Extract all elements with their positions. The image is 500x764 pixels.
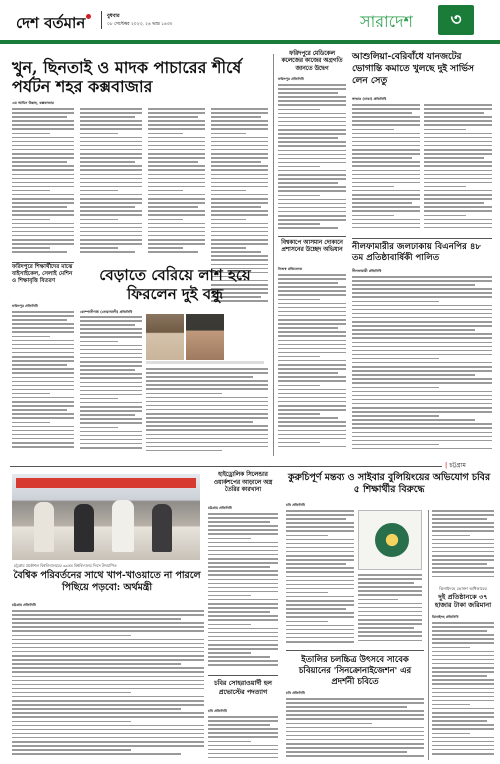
murder-headline: বেড়াতে বেরিয়ে লাশ হয়ে ফিরলেন দুই বন্ধু [99,266,251,303]
header-day: বুধবার [107,13,120,19]
ctg-mid-body-1 [208,513,278,673]
ctg-mid-byline-2: চবি প্রতিনিধি [208,709,227,713]
bnp-headline: নীলফামারীর জলঢাকায় বিএনপির ৪৮ তম প্রতিষ্ঠাবার্ষিকী পালিত [352,242,482,263]
lead-body-col2 [80,108,142,260]
bridge-body-col1 [352,104,420,234]
mid-byline: ফরিদপুর প্রতিনিধি [278,77,304,81]
small-story-body [432,622,494,760]
lead-body-col1 [12,108,74,260]
bnp-divider [352,238,492,239]
small-story-divider [428,510,429,760]
italy-headline: ইতালির চলচ্চিত্র উৎসবে সাবেক চবিয়ানের 'সিনক্রোনাইজেশন' এর প্রদর্শনী চবিতে [298,654,412,686]
bridge-headline: আশুলিয়া-বেরিবাঁধে যানজটের ভোগান্তি কমাতে খুলছে দুই সার্ভিস লেন সেতু [352,52,474,86]
masthead [0,0,500,40]
small-story-byline: ঝিনাইদহ প্রতিনিধি [432,615,459,619]
ctg-mid-headline-2: চবির সোহরাওয়ার্দী হল প্রভোস্টের পদত্যাগ [214,679,272,696]
bridge-body-col2 [424,104,492,234]
ctg-photo-caption: চট্টগ্রাম প্রকৌশল বিশ্ববিদ্যালয়ের ৩৯তম বিশ্ববিদ্যালয় দিবস উদযাপিত [14,563,117,568]
bridge-byline: সাভার (ঢাকা) প্রতিনিধি [352,97,387,101]
ctg-right-body-col1 [286,510,354,646]
university-logo-icon [375,523,409,557]
murder-photo-caption-bar [146,361,264,364]
murder-body-col2 [146,368,268,454]
mid-byline-2: নিজস্ব প্রতিবেদক [278,267,303,271]
bnp-byline: নীলফামারী প্রতিনিধি [352,269,382,273]
ctg-mid-body-2 [208,716,278,760]
mid-headline-2: বিশ্বকাপে আসমান দোকানে প্রশাসনের উচ্ছেদ অভিযান [281,240,343,254]
mid-divider [278,236,346,237]
bnp-body [352,276,492,454]
ctg-photo [12,474,200,560]
ctg-photo-banner [16,478,196,488]
ctg-right-headline: কুরুচিপূর্ণ মন্তব্য ও সাইবার বুলিয়িংয়ের অভিযোগ চবির ৫ শিক্ষার্থীর বিরুদ্ধে [288,472,490,496]
ctg-photo-figure-3 [112,500,134,552]
ctg-mid-headline: হাইড্রোলিক সিলেন্ডার ওয়ার্কশপের আড়ালে অস্ত্র তৈরির কারখানা [213,472,273,494]
header-divider [101,11,102,29]
lead-byline: এম আমিন উল্লাহ, কক্সবাজার [12,101,54,105]
logo-text: দেশ বর্তমান [16,14,86,32]
ctg-photo-figure-2 [74,504,94,552]
sub-left-headline: ফরিদপুরে শিক্ষার্থীদের মাঝে বাইসাইকেল, সেলাই মেশিন ও শিক্ষাবৃত্তি বিতরণ [12,264,73,285]
header-date: ০৮ সেপ্টেম্বর ২০২৩, ২৪ ভাদ্র ১৪৩০ [107,22,173,27]
ctg-divider-rule [10,466,442,467]
ctg-divider-label [445,460,466,471]
mid-column-rule [273,54,274,456]
small-story-headline: দুই প্রতিষ্ঠানকে ৩৭ হাজার টাকা জরিমানা [434,593,492,610]
page-number: ৩ [450,10,462,30]
ctg-label-bar: | [445,462,450,469]
sub-left-body [12,311,74,453]
lead-headline: খুন, ছিনতাই ও মাদক পাচারের শীর্ষে পর্যটন শহর কক্সবাজার [12,58,242,96]
murder-photo-right [186,314,224,360]
murder-photo-left [146,314,184,360]
italy-divider [286,650,424,651]
ctg-photo-figure-4 [152,504,172,552]
italy-byline: চবি প্রতিনিধি [286,691,305,695]
mid-headline: ফরিদপুরে মেডিকেল কলেজের কাজের অগ্রগতি জানতে উদ্বেগ [281,51,343,72]
murder-byline: কোম্পানীগঞ্জ (নোয়াখালী) প্রতিনিধি [80,310,133,314]
ctg-left-headline: বৈশ্বিক পরিবর্তনের সাথে খাপ-খাওয়াতে না পারলে পিছিয়ে পড়বো: অর্থমন্ত্রী [13,570,201,594]
ctg-right-photo [358,510,422,570]
mid-body-1 [278,84,346,234]
header-rule [0,40,500,44]
lead-body-col3 [148,108,205,260]
murder-body-col1 [80,316,142,454]
masthead-logo [16,12,85,37]
masthead-accent-dot [86,14,91,19]
mid-body-2 [278,274,346,454]
page-number-box [438,5,474,35]
ctg-mid-byline: চট্টগ্রাম প্রতিনিধি [208,506,232,510]
small-story-body-top [432,510,494,582]
small-story-label: ঝিনাইদহে ভোক্তা অধিকারের [439,586,487,591]
ctg-right-body-col2 [358,574,422,646]
ctg-label-text: চট্টগ্রাম [449,462,466,469]
section-title: সারাদেশ [360,12,413,31]
sub-left-byline: ফরিদপুর প্রতিনিধি [12,304,38,308]
ctg-right-byline: চবি প্রতিনিধি [286,503,305,507]
ctg-mid-divider [208,675,278,676]
ctg-left-body [12,610,204,760]
ctg-left-byline: চট্টগ্রাম প্রতিনিধি [12,603,36,607]
sub-left-divider [12,262,74,263]
ctg-photo-figure-1 [34,502,54,552]
italy-body [286,698,424,760]
